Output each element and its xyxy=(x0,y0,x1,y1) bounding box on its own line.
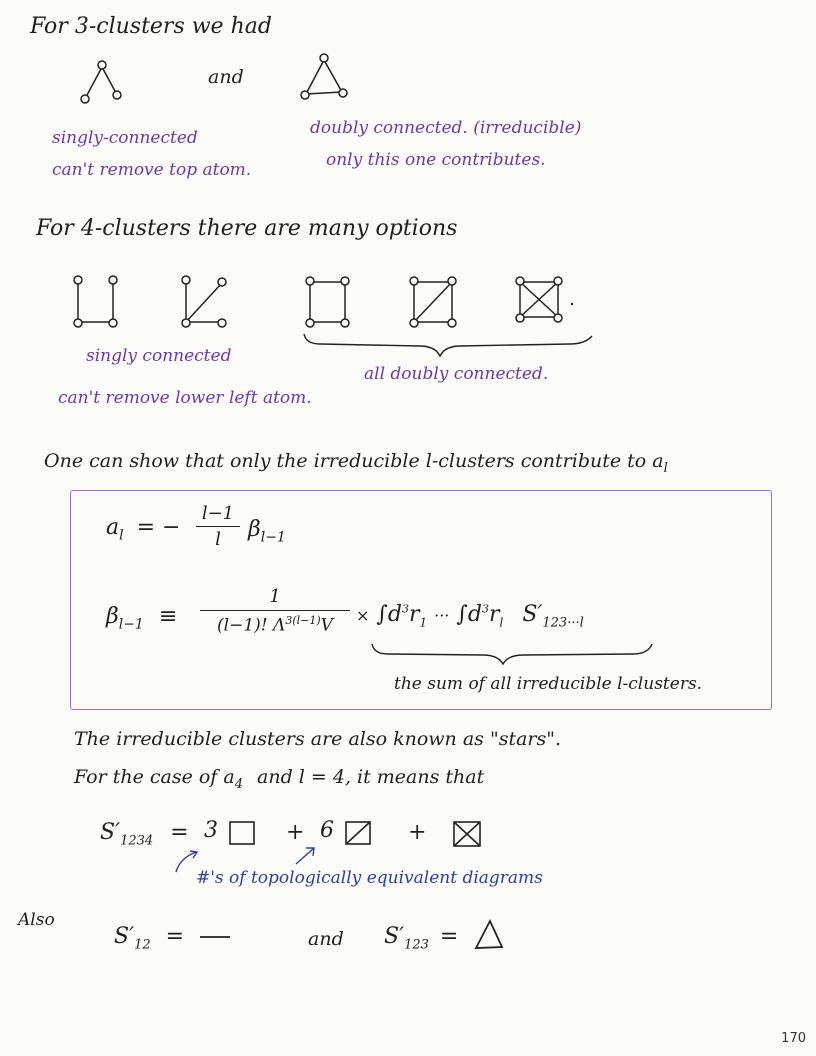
three-cluster-singly-diagram xyxy=(70,55,140,115)
integral-l-sup: 3 xyxy=(481,602,489,616)
four-singly-label-2: can't remove lower left atom. xyxy=(58,388,312,408)
integral-1: ∫d xyxy=(376,602,402,627)
s-symbol: S′ xyxy=(522,602,543,627)
complete-square-star-icon xyxy=(452,820,484,848)
integral-1-sup: 3 xyxy=(401,602,409,616)
fraction-numerator: l−1 xyxy=(196,503,240,527)
prefactor-denominator xyxy=(200,611,350,636)
s12-equals: = xyxy=(165,924,185,949)
square-star-icon xyxy=(228,820,258,846)
r-1-sub: 1 xyxy=(419,615,428,630)
s1234-lhs xyxy=(100,820,189,848)
s1234-subscript: 1234 xyxy=(120,833,154,849)
fraction-prefactor xyxy=(200,586,350,636)
statement-text: One can show that only the irreducible l-clusters contribute to a xyxy=(44,450,664,472)
fraction-l-1-over-l xyxy=(196,503,240,550)
triangle-star-icon xyxy=(472,918,506,952)
s123-equals: = xyxy=(439,924,459,949)
s1234-equals: = xyxy=(170,820,189,845)
bond-line-icon xyxy=(198,932,234,942)
equivalent-diagrams-note: #'s of topologically equivalent diagrams xyxy=(196,868,543,888)
beta-lhs xyxy=(106,604,177,632)
integral-expression xyxy=(356,602,584,630)
four-cluster-complete-diagram xyxy=(510,272,580,332)
plus-1: + xyxy=(286,820,305,845)
stars-line: The irreducible clusters are also known as "stars". xyxy=(74,728,562,750)
prefactor-den-text: (l−1)! Λ xyxy=(217,615,286,636)
s12-subscript: 12 xyxy=(134,937,151,953)
a-l-lhs xyxy=(106,515,180,543)
four-cluster-square-diagram xyxy=(300,272,360,332)
r-l: r xyxy=(488,602,500,627)
plus-2: + xyxy=(408,820,427,845)
beta-lhs-subscript: l−1 xyxy=(118,616,144,633)
page-number: 170 xyxy=(781,1031,806,1046)
doubly-underbrace xyxy=(300,330,600,360)
singly-label-1: singly-connected xyxy=(52,128,198,148)
doubly-label-2: only this one contributes. xyxy=(326,150,546,170)
fraction-denominator: l xyxy=(215,529,221,550)
square-diagonal-star-icon xyxy=(344,820,374,846)
s123-subscript: 123 xyxy=(404,937,429,953)
r-l-sub: l xyxy=(499,615,504,630)
coefficient-3: 3 xyxy=(204,818,218,843)
beta-subscript: l−1 xyxy=(260,529,286,546)
case-text-1: For the case of a xyxy=(74,766,235,788)
four-doubly-label: all doubly connected. xyxy=(364,364,549,384)
s12-lhs xyxy=(114,924,184,952)
case-line xyxy=(74,766,484,792)
four-cluster-one-diagonal-diagram xyxy=(404,272,464,332)
beta-lhs-symbol: β xyxy=(106,604,119,629)
s12-symbol: S′ xyxy=(114,924,135,949)
singly-label-2: can't remove top atom. xyxy=(52,160,252,180)
and-word-2: and xyxy=(308,928,344,950)
doubly-label-1: doubly connected. (irreducible) xyxy=(310,118,582,138)
s123-lhs xyxy=(384,924,458,952)
case-text-2: and l = 4, it means that xyxy=(257,766,485,788)
prefactor-numerator: 1 xyxy=(200,586,350,611)
integral-l: ∫d xyxy=(456,602,482,627)
prefactor-den-sup: 3(l−1) xyxy=(285,614,321,627)
s1234-symbol: S′ xyxy=(100,820,121,845)
three-cluster-doubly-diagram xyxy=(292,50,362,105)
four-cluster-u-diagram xyxy=(68,272,128,332)
coefficient-6: 6 xyxy=(320,818,334,843)
s-subscript: 123···l xyxy=(542,615,584,631)
equiv-symbol: ≡ xyxy=(158,604,178,629)
beta-rhs xyxy=(248,517,286,545)
beta-symbol: β xyxy=(248,517,261,542)
arrow-to-6 xyxy=(292,844,322,868)
equals-minus: = − xyxy=(136,515,181,540)
integral-underbrace xyxy=(368,642,658,668)
also-label: Also xyxy=(18,910,55,930)
prefactor-den-volume: V xyxy=(320,615,333,636)
four-cluster-k-diagram xyxy=(176,272,236,332)
title-line: For 3-clusters we had xyxy=(30,14,272,39)
s123-symbol: S′ xyxy=(384,924,405,949)
statement-subscript: l xyxy=(663,460,668,476)
case-subscript: 4 xyxy=(234,776,243,792)
a-symbol: a xyxy=(106,515,120,540)
four-cluster-heading: For 4-clusters there are many options xyxy=(36,216,458,241)
and-word: and xyxy=(208,66,244,88)
dots: ··· xyxy=(434,606,450,625)
a-subscript: l xyxy=(119,527,124,544)
irreducible-statement xyxy=(44,450,668,476)
four-singly-label-1: singly connected xyxy=(86,346,232,366)
times-symbol: × xyxy=(356,606,370,625)
underbrace-label: the sum of all irreducible l-clusters. xyxy=(394,674,703,694)
r-1: r xyxy=(408,602,420,627)
